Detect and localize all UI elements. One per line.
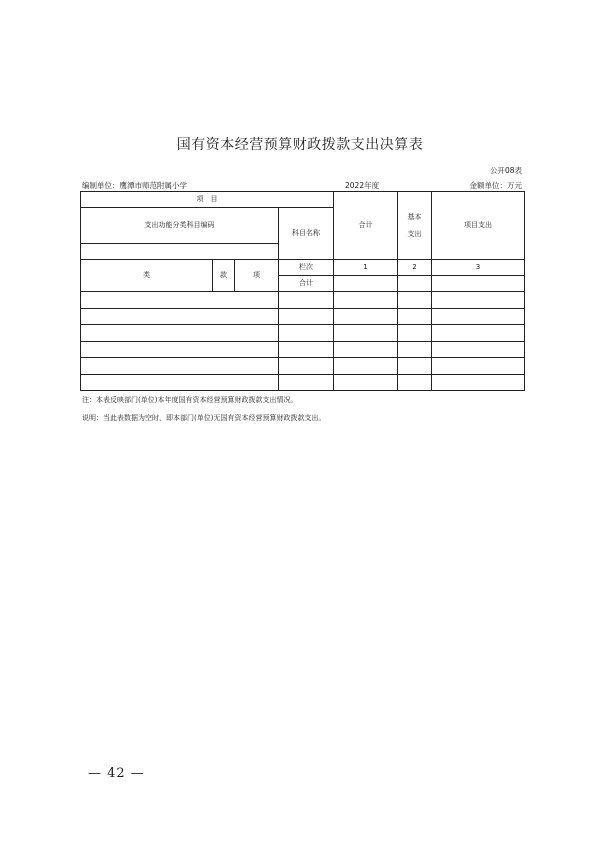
name-cell bbox=[279, 292, 334, 309]
header-name: 科目名称 bbox=[279, 208, 334, 260]
project-cell bbox=[432, 292, 525, 309]
project-cell bbox=[432, 308, 525, 325]
money-unit: 金额单位：万元 bbox=[469, 181, 522, 190]
sum-label: 合计 bbox=[279, 276, 334, 292]
header-item: 项 目 bbox=[81, 192, 334, 208]
table-row bbox=[81, 374, 525, 391]
col-2: 2 bbox=[398, 260, 432, 276]
code-cell bbox=[81, 308, 279, 325]
header-total: 合计 bbox=[334, 192, 398, 260]
header-basic bbox=[398, 192, 432, 260]
expenditure-table bbox=[80, 191, 525, 391]
document-title: 国有资本经营预算财政拨款支出决算表 bbox=[176, 137, 424, 153]
table-row bbox=[81, 325, 525, 342]
total-cell bbox=[334, 341, 398, 358]
code-cell bbox=[81, 374, 279, 391]
header-basic-line1: 基本 bbox=[407, 213, 422, 221]
basic-cell bbox=[398, 292, 432, 309]
header-code: 支出功能分类科目编码 bbox=[81, 208, 279, 244]
code-cell bbox=[81, 341, 279, 358]
compiling-unit: 编制单位：鹰潭市师范附属小学 bbox=[82, 181, 187, 190]
header-code-spacer bbox=[81, 244, 279, 260]
project-cell bbox=[432, 358, 525, 375]
table-row bbox=[81, 308, 525, 325]
fiscal-year: 2022年度 bbox=[345, 181, 380, 190]
sub-lei: 类 bbox=[81, 260, 213, 292]
code-cell bbox=[81, 358, 279, 375]
total-cell bbox=[334, 325, 398, 342]
header-basic-line2: 支出 bbox=[407, 229, 422, 238]
col-3: 3 bbox=[432, 260, 525, 276]
name-cell bbox=[279, 325, 334, 342]
sum-total bbox=[334, 276, 398, 292]
code-cell bbox=[81, 325, 279, 342]
name-cell bbox=[279, 308, 334, 325]
sum-basic bbox=[398, 276, 432, 292]
project-cell bbox=[432, 341, 525, 358]
total-cell bbox=[334, 374, 398, 391]
table-explanation: 说明：当此表数据为空时，即本部门(单位)无国有资本经营预算财政拨款支出。 bbox=[82, 414, 326, 422]
basic-cell bbox=[398, 358, 432, 375]
project-cell bbox=[432, 325, 525, 342]
col-1: 1 bbox=[334, 260, 398, 276]
name-cell bbox=[279, 341, 334, 358]
project-cell bbox=[432, 374, 525, 391]
basic-cell bbox=[398, 308, 432, 325]
name-cell bbox=[279, 358, 334, 375]
table-row bbox=[81, 341, 525, 358]
col-label: 栏次 bbox=[279, 260, 334, 276]
basic-cell bbox=[398, 325, 432, 342]
header-project: 项目支出 bbox=[432, 192, 525, 260]
sum-project bbox=[432, 276, 525, 292]
name-cell bbox=[279, 374, 334, 391]
total-cell bbox=[334, 358, 398, 375]
code-cell bbox=[81, 292, 279, 309]
sub-xiang: 项 bbox=[235, 260, 279, 292]
table-row bbox=[81, 358, 525, 375]
basic-cell bbox=[398, 341, 432, 358]
page-number: — 42 — bbox=[88, 766, 145, 781]
table-note: 注：本表反映部门(单位)本年度国有资本经营预算财政拨款支出情况。 bbox=[82, 396, 298, 404]
basic-cell bbox=[398, 374, 432, 391]
total-cell bbox=[334, 292, 398, 309]
form-number: 公开08表 bbox=[489, 166, 522, 175]
total-cell bbox=[334, 308, 398, 325]
sub-kuan: 款 bbox=[213, 260, 235, 292]
table-row bbox=[81, 292, 525, 309]
